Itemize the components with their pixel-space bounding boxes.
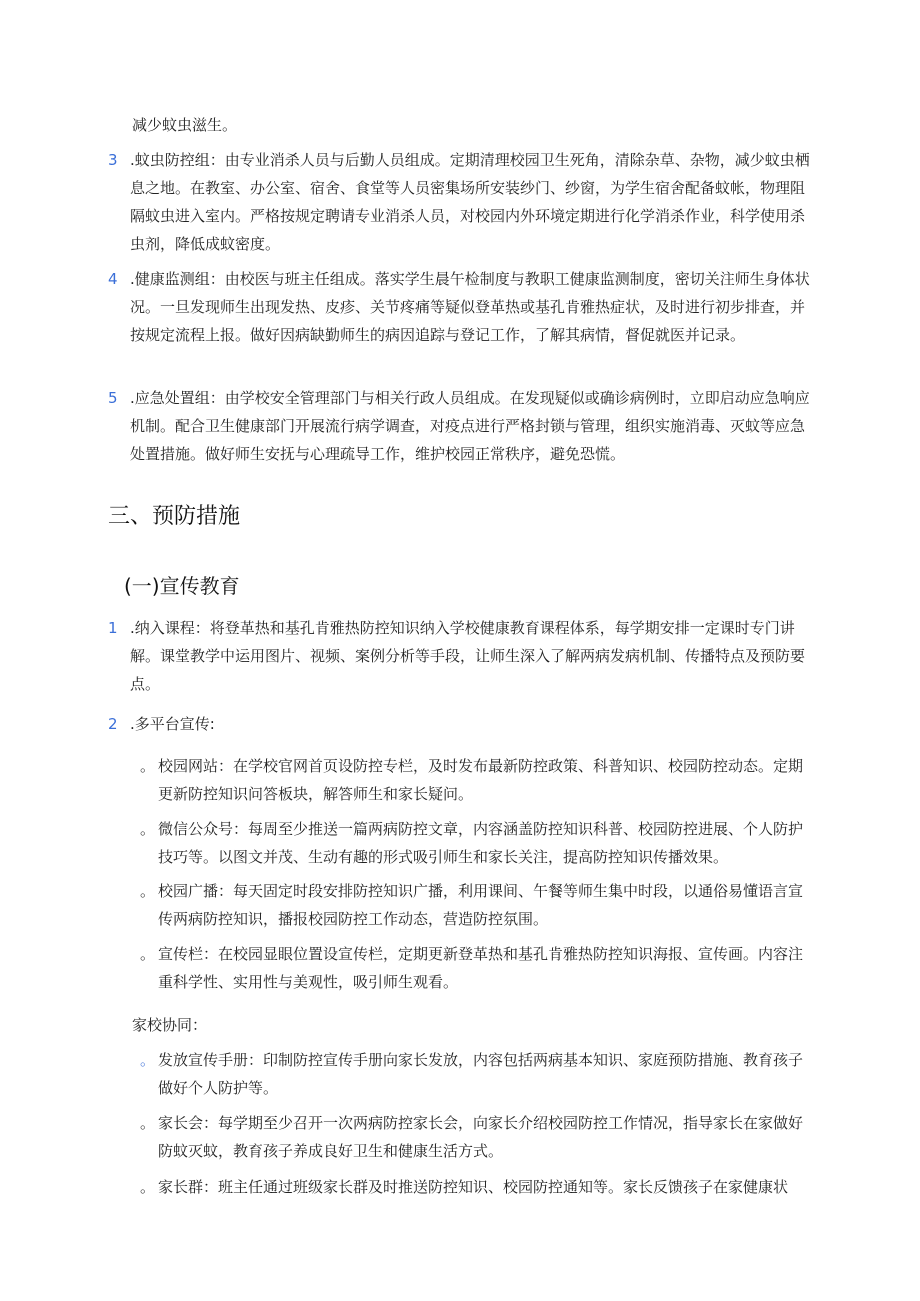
bullet-text: 校园广播：每天固定时段安排防控知识广播，利用课间、午餐等师生集中时段，以通俗易懂语言宣传两病防控知识，播报校园防控工作动态，营造防控氛围。 xyxy=(158,882,804,928)
bullet-mark: 。 xyxy=(140,1114,156,1132)
list-item-text: .应急处置组：由学校安全管理部门与相关行政人员组成。在发现疑似或确诊病例时，立即启动应急响应机制。配合卫生健康部门开展流行病学调查，对疫点进行严格封锁与管理，组织实施消毒、灭蚊等应急处置措施。做好师生安抚与心理疏导工作，维护校园正常秩序，避免恐慌。 xyxy=(130,389,810,463)
bullet-mark: 。 xyxy=(140,882,156,900)
bullet-campus-website xyxy=(140,752,812,808)
group-item-health-monitoring xyxy=(108,265,812,377)
bullet-text: 发放宣传手册：印制防控宣传手册向家长发放，内容包括两病基本知识、家庭预防措施、教育孩子做好个人防护等。 xyxy=(158,1051,804,1097)
subsection-heading: (一)宣传教育 xyxy=(124,574,240,598)
measure-item-multiplatform xyxy=(108,710,812,738)
bullet-mark: 。 xyxy=(140,1051,156,1069)
continuation-text: 减少蚊虫滋生。 xyxy=(132,116,238,134)
list-number: 4 xyxy=(108,270,118,288)
list-number: 3 xyxy=(108,151,118,169)
bullet-mark: 。 xyxy=(140,820,156,838)
bullet-mark: 。 xyxy=(140,1178,156,1196)
list-item-text: .多平台宣传: xyxy=(130,715,215,733)
bullet-campus-broadcast xyxy=(140,877,812,933)
bullet-parent-group xyxy=(140,1173,812,1201)
home-school-label: 家校协同： xyxy=(132,1016,208,1034)
bullet-text: 微信公众号：每周至少推送一篇两病防控文章，内容涵盖防控知识科普、校园防控进展、个人防护技巧等。以图文并茂、生动有趣的形式吸引师生和家长关注，提高防控知识传播效果。 xyxy=(158,820,804,866)
list-number: 1 xyxy=(108,619,118,637)
bullet-bulletin-board xyxy=(140,940,812,996)
bullet-mark: 。 xyxy=(140,757,156,775)
list-number: 5 xyxy=(108,389,118,407)
list-item-text: .健康监测组：由校医与班主任组成。落实学生晨午检制度与教职工健康监测制度，密切关注师生身体状况。一旦发现师生出现发热、皮疹、关节疼痛等疑似登革热或基孔肯雅热症状，及时进行初步排查，并按规定流程上报。做好因病缺勤师生的病因追踪与登记工作，了解其病情，督促就医并记录。 xyxy=(130,270,810,344)
list-item-text: .蚊虫防控组：由专业消杀人员与后勤人员组成。定期清理校园卫生死角，清除杂草、杂物，减少蚊虫栖息之地。在教室、办公室、宿舍、食堂等人员密集场所安装纱门、纱窗，为学生宿舍配备蚊帐，物理阻隔蚊虫进入室内。严格按规定聘请专业消杀人员，对校园内外环境定期进行化学消杀作业，科学使用杀虫剂，降低成蚊密度。 xyxy=(130,151,810,253)
section-heading: 三、预防措施 xyxy=(108,504,241,529)
bullet-text: 家长会：每学期至少召开一次两病防控家长会，向家长介绍校园防控工作情况，指导家长在家做好防蚊灭蚊，教育孩子养成良好卫生和健康生活方式。 xyxy=(158,1114,804,1160)
group-item-emergency-response xyxy=(108,384,812,468)
bullet-wechat xyxy=(140,815,812,871)
list-number: 2 xyxy=(108,715,118,733)
bullet-text: 宣传栏：在校园显眼位置设宣传栏，定期更新登革热和基孔肯雅热防控知识海报、宣传画。内容注重科学性、实用性与美观性，吸引师生观看。 xyxy=(158,945,804,991)
group-item-mosquito-control xyxy=(108,146,812,258)
bullet-parent-meeting xyxy=(140,1109,812,1165)
bullet-text: 家长群：班主任通过班级家长群及时推送防控知识、校园防控通知等。家长反馈孩子在家健康状 xyxy=(158,1178,789,1196)
bullet-text: 校园网站：在学校官网首页设防控专栏，及时发布最新防控政策、科普知识、校园防控动态。定期更新防控知识问答板块，解答师生和家长疑问。 xyxy=(158,757,804,803)
bullet-mark: 。 xyxy=(140,945,156,963)
measure-item-curriculum xyxy=(108,614,812,698)
list-item-text: .纳入课程：将登革热和基孔肯雅热防控知识纳入学校健康教育课程体系，每学期安排一定课时专门讲解。课堂教学中运用图片、视频、案例分析等手段，让师生深入了解两病发病机制、传播特点及预防要点。 xyxy=(130,619,806,693)
bullet-handbook xyxy=(140,1046,812,1102)
